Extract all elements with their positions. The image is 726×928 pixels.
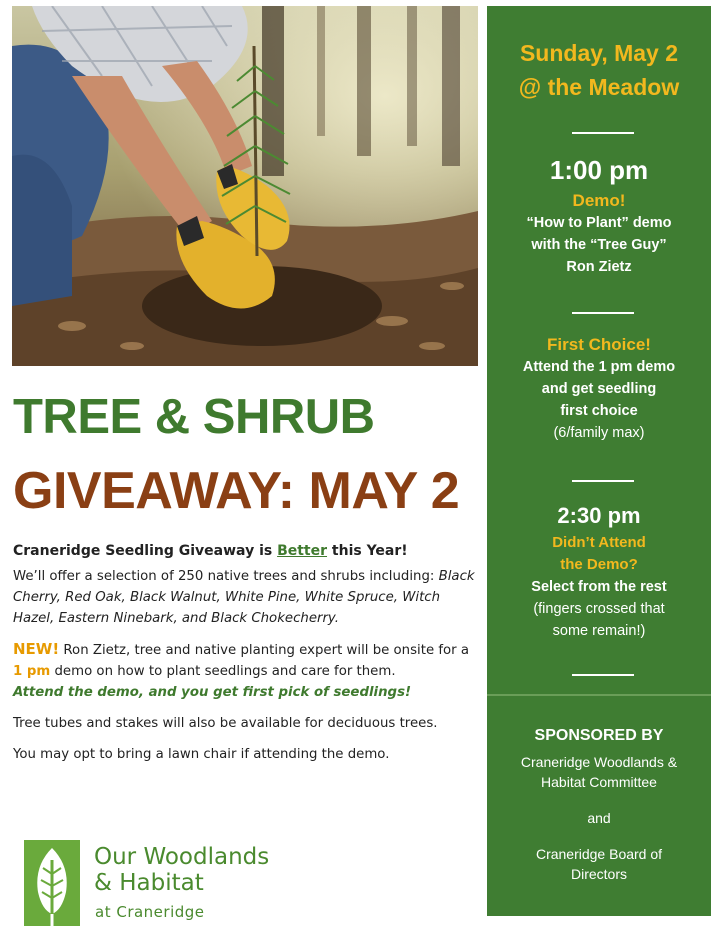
new-pm: 1 pm bbox=[13, 664, 51, 679]
subtitle-post: this Year! bbox=[327, 543, 408, 559]
sponsor-1-line-1: Craneridge Woodlands & bbox=[520, 754, 678, 770]
sponsor-2-line-1: Craneridge Board of bbox=[535, 846, 663, 862]
date-line-1: Sunday, May 2 bbox=[519, 40, 679, 66]
new-text-1: Ron Zietz, tree and native planting expert will be onsite for a bbox=[59, 643, 470, 658]
planting-seedling-photo bbox=[12, 6, 478, 366]
new-label: NEW! bbox=[13, 640, 60, 658]
logo-line-1: Our Woodlands bbox=[94, 844, 270, 870]
demo-desc-1: “How to Plant” demo bbox=[526, 215, 672, 231]
later-time: 2:30 pm bbox=[557, 503, 641, 528]
sponsors-block bbox=[487, 724, 711, 884]
divider-rule bbox=[572, 312, 634, 314]
first-desc-3: first choice bbox=[560, 403, 638, 419]
offer-text: We’ll offer a selection of 250 native trees and shrubs including: bbox=[13, 569, 435, 584]
logo-line-2: & Habitat bbox=[94, 870, 204, 896]
first-choice-block bbox=[487, 334, 711, 444]
first-label: First Choice! bbox=[547, 335, 651, 354]
sponsored-title: SPONSORED BY bbox=[534, 727, 664, 744]
sponsor-and: and bbox=[587, 810, 611, 826]
later-desc: Select from the rest bbox=[531, 579, 667, 595]
divider-rule bbox=[572, 480, 634, 482]
sponsor-2-line-2: Directors bbox=[570, 866, 627, 882]
new-paragraph bbox=[13, 639, 481, 703]
species-list: Black Cherry, Red Oak, Black Walnut, White Pine, White Spruce, Witch Hazel, Eastern Ninebark, and Black Chokecherry. bbox=[13, 569, 475, 626]
body-copy bbox=[13, 541, 481, 775]
hero-photo bbox=[12, 6, 478, 366]
demo-time: 1:00 pm bbox=[549, 155, 649, 185]
tubes-paragraph: Tree tubes and stakes will also be available for deciduous trees. bbox=[13, 716, 438, 731]
offer-paragraph bbox=[13, 566, 481, 629]
headline-line-2: GIVEAWAY: MAY 2 bbox=[13, 462, 460, 520]
later-label-1: Didn’t Attend bbox=[552, 534, 646, 551]
demo-label: Demo! bbox=[572, 191, 626, 210]
first-desc-2: and get seedling bbox=[541, 381, 657, 397]
divider-rule bbox=[572, 674, 634, 676]
event-date bbox=[487, 36, 711, 104]
headline-line-1: TREE & SHRUB bbox=[13, 390, 375, 444]
headline bbox=[13, 380, 483, 528]
later-note-1: (fingers crossed that bbox=[533, 601, 665, 617]
event-panel bbox=[487, 6, 711, 916]
chair-paragraph: You may opt to bring a lawn chair if attending the demo. bbox=[13, 747, 390, 762]
first-note: (6/family max) bbox=[553, 425, 645, 441]
subtitle-pre: Craneridge Seedling Giveaway is bbox=[13, 543, 278, 559]
logo-line-3: at Craneridge bbox=[95, 903, 205, 921]
demo-block bbox=[487, 154, 711, 278]
new-text-2: demo on how to plant seedlings and care for them. bbox=[50, 664, 396, 679]
subtitle-better: Better bbox=[277, 543, 328, 559]
section-divider bbox=[487, 694, 711, 696]
subtitle bbox=[13, 541, 481, 562]
demo-desc-2: with the “Tree Guy” bbox=[531, 237, 667, 253]
logo bbox=[24, 838, 324, 926]
first-desc-1: Attend the 1 pm demo bbox=[522, 359, 676, 375]
divider-rule bbox=[572, 132, 634, 134]
later-block bbox=[487, 500, 711, 642]
later-note-2: some remain!) bbox=[552, 623, 646, 639]
demo-desc-3: Ron Zietz bbox=[566, 259, 632, 275]
later-label-2: the Demo? bbox=[560, 556, 638, 573]
attend-callout: Attend the demo, and you get first pick of seedlings! bbox=[13, 685, 412, 700]
leaf-logo-icon bbox=[24, 840, 80, 926]
date-line-2: @ the Meadow bbox=[518, 74, 680, 100]
sponsor-1-line-2: Habitat Committee bbox=[541, 774, 657, 790]
